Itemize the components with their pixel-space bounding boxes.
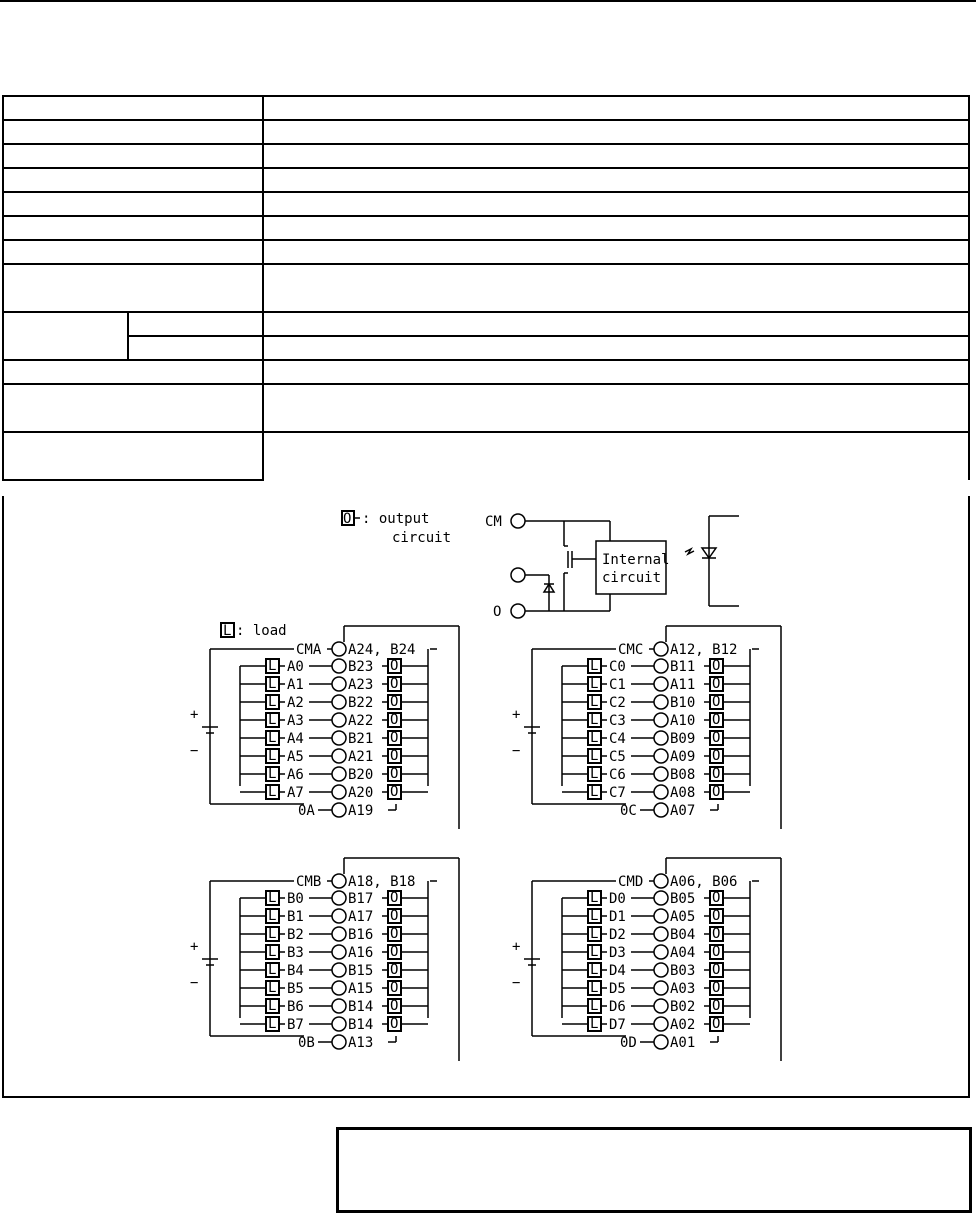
spec-row [3,360,969,384]
spec-label-cell [3,264,263,312]
cm-terminal-icon [511,514,525,528]
load-box-letter: L [268,998,277,1014]
load-box-letter: L [268,890,277,906]
output-box-letter: O [390,712,399,728]
plus-label: + [190,707,199,723]
signal-label: C4 [609,731,626,747]
spec-value-cell [263,384,969,432]
minus-label: − [512,743,521,759]
signal-label: B4 [287,963,304,979]
output-box-letter: O [712,676,721,692]
pin-terminal-icon [654,1035,668,1049]
pin-terminal-icon [654,981,668,995]
signal-label: C7 [609,785,626,801]
load-box-letter: L [590,694,599,710]
load-box-letter: L [590,712,599,728]
pin-terminal-icon [654,695,668,709]
pin-terminal-icon [332,713,346,727]
output-box-letter: O [390,766,399,782]
signal-label: D7 [609,1017,626,1033]
pin-terminal-icon [332,927,346,941]
pin-label: A02 [670,1017,696,1033]
signal-label: B6 [287,999,304,1015]
load-box-letter: L [590,926,599,942]
pin-label: A08 [670,785,696,801]
load-box-letter: L [268,926,277,942]
pin-terminal-icon [654,891,668,905]
signal-label: B1 [287,909,304,925]
zero-terminal-label: 0D [620,1035,637,1051]
pin-label: B09 [670,731,696,747]
pin-terminal-icon [332,874,346,888]
pin-label: A16 [348,945,374,961]
legend-load-text: : load [236,623,287,639]
pin-label: A21 [348,749,374,765]
pin-label: A23 [348,677,374,693]
pin-terminal-icon [654,909,668,923]
signal-label: D4 [609,963,626,979]
pin-label: B04 [670,927,696,943]
pin-terminal-icon [332,945,346,959]
pin-terminal-icon [654,659,668,673]
load-box-letter: L [268,784,277,800]
output-box-letter: O [712,890,721,906]
minus-label: − [190,743,199,759]
spec-row [3,120,969,144]
note-box [336,1127,972,1213]
spec-row [3,216,969,240]
load-box-letter: L [590,890,599,906]
pin-terminal-icon [654,642,668,656]
common-terminal-label: CMC [618,642,644,658]
pin-terminal-icon [332,677,346,691]
pin-label: B03 [670,963,696,979]
pin-terminal-icon [654,945,668,959]
pin-label: B16 [348,927,374,943]
spec-sublabel-cell [128,312,263,336]
output-box-letter: O [390,676,399,692]
pin-terminal-icon [332,981,346,995]
spec-label-cell [3,384,263,432]
spec-group-label-cell [3,312,128,360]
middle-terminal-icon [511,568,525,582]
load-box-letter: L [590,766,599,782]
terminal-group [190,858,459,1061]
spec-value-cell [263,312,969,336]
load-box-letter: L [268,694,277,710]
pin-label: A10 [670,713,696,729]
pin-label: B23 [348,659,374,675]
signal-label: C3 [609,713,626,729]
spec-sublabel-cell [128,336,263,360]
load-box-letter: L [268,980,277,996]
output-box-letter: O [390,694,399,710]
pin-label: A15 [348,981,374,997]
spec-value-cell [263,264,969,312]
pin-terminal-icon [654,999,668,1013]
load-box-letter: L [268,712,277,728]
output-box-letter: O [712,694,721,710]
signal-label: A2 [287,695,304,711]
pin-terminal-icon [654,749,668,763]
output-box-letter: O [712,712,721,728]
load-box-letter: L [590,998,599,1014]
output-box-letter: O [390,944,399,960]
load-box-letter: L [268,676,277,692]
pin-label: B17 [348,891,374,907]
pin-terminal-icon [332,999,346,1013]
pin-label: B10 [670,695,696,711]
spec-label-cell [3,144,263,168]
output-box-letter: O [712,784,721,800]
spec-row [3,336,969,360]
pin-terminal-icon [654,874,668,888]
internal-circuit-label-1: Internal [602,552,670,568]
pin-terminal-icon [332,909,346,923]
output-box-letter: O [712,658,721,674]
load-box-letter: L [590,748,599,764]
common-pins-label: A24, B24 [348,642,416,658]
zero-terminal-label: 0B [298,1035,315,1051]
plus-label: + [190,939,199,955]
common-pins-label: A12, B12 [670,642,738,658]
common-terminal-label: CMA [296,642,322,658]
signal-label: B3 [287,945,304,961]
pin-terminal-icon [332,1017,346,1031]
common-pins-label: A06, B06 [670,874,738,890]
output-circuit-symbol-letter: O [343,511,352,527]
load-box-letter: L [590,908,599,924]
signal-label: A1 [287,677,304,693]
pin-label: A09 [670,749,696,765]
pin-label: B05 [670,891,696,907]
spec-label-cell [3,96,263,120]
pin-terminal-icon [654,963,668,977]
legend-output-text-2: circuit [392,530,452,546]
common-terminal-label: CMD [618,874,644,890]
pin-terminal-icon [332,963,346,977]
pin-label: A22 [348,713,374,729]
signal-label: A3 [287,713,304,729]
pin-label: B21 [348,731,374,747]
pin-terminal-icon [654,731,668,745]
pin-terminal-icon [654,1017,668,1031]
load-box-letter: L [590,784,599,800]
output-box-letter: O [390,998,399,1014]
pin-terminal-icon [654,677,668,691]
pin-label: A04 [670,945,696,961]
spec-label-cell [3,360,263,384]
signal-label: C1 [609,677,626,693]
terminal-group [512,626,781,829]
pin-label: B14 [348,999,374,1015]
signal-label: C2 [609,695,626,711]
signal-label: D2 [609,927,626,943]
output-box-letter: O [390,658,399,674]
light-arrow-icon [685,549,694,554]
pin-terminal-icon [654,713,668,727]
load-box-letter: L [590,980,599,996]
minus-label: − [512,975,521,991]
load-box-letter: L [268,962,277,978]
output-box-letter: O [390,890,399,906]
o-terminal-label: O [493,604,502,620]
output-box-letter: O [390,730,399,746]
output-box-letter: O [390,926,399,942]
signal-label: D1 [609,909,626,925]
spec-row [3,168,969,192]
pin-label: B02 [670,999,696,1015]
pin-terminal-icon [654,927,668,941]
internal-circuit-label-2: circuit [602,570,662,586]
load-box-letter: L [268,908,277,924]
zero-terminal-label: 0C [620,803,637,819]
o-terminal-icon [511,604,525,618]
plus-label: + [512,707,521,723]
spec-value-cell [263,192,969,216]
signal-label: B0 [287,891,304,907]
signal-label: C5 [609,749,626,765]
pin-terminal-icon [332,695,346,709]
spec-value-cell [263,96,969,120]
signal-label: A4 [287,731,304,747]
terminal-group [190,626,459,829]
load-box-letter: L [590,944,599,960]
pin-label: A11 [670,677,696,693]
signal-label: D5 [609,981,626,997]
load-box-letter: L [590,962,599,978]
pin-label: B14 [348,1017,374,1033]
pin-label: B22 [348,695,374,711]
page-top-rule [0,0,976,2]
plus-label: + [512,939,521,955]
spec-label-cell [3,192,263,216]
output-box-letter: O [390,1016,399,1032]
load-box-letter: L [268,766,277,782]
output-box-letter: O [712,944,721,960]
output-box-letter: O [390,784,399,800]
zero-pin-label: A19 [348,803,374,819]
spec-value-cell [263,432,969,480]
spec-row [3,96,969,120]
output-box-letter: O [712,926,721,942]
spec-table [2,95,970,481]
signal-label: D3 [609,945,626,961]
spec-row [3,144,969,168]
output-box-letter: O [712,980,721,996]
signal-label: C0 [609,659,626,675]
pin-terminal-icon [332,642,346,656]
output-box-letter: O [712,908,721,924]
pin-terminal-icon [654,803,668,817]
load-box-letter: L [268,1016,277,1032]
signal-label: B2 [287,927,304,943]
signal-label: B5 [287,981,304,997]
pin-label: A03 [670,981,696,997]
pin-terminal-icon [332,767,346,781]
load-symbol-letter: L [223,623,232,639]
spec-value-cell [263,168,969,192]
zero-pin-label: A13 [348,1035,374,1051]
spec-value-cell [263,336,969,360]
connection-diagram [2,496,970,1098]
output-box-letter: O [390,908,399,924]
pin-terminal-icon [332,785,346,799]
pin-label: B20 [348,767,374,783]
zero-pin-label: A01 [670,1035,696,1051]
spec-value-cell [263,120,969,144]
output-box-letter: O [712,962,721,978]
zero-terminal-label: 0A [298,803,315,819]
pin-terminal-icon [654,767,668,781]
spec-row [3,192,969,216]
common-terminal-label: CMB [296,874,322,890]
spec-label-cell [3,120,263,144]
output-box-letter: O [712,998,721,1014]
legend-output-circuit [342,511,451,546]
output-box-letter: O [712,766,721,782]
output-box-letter: O [712,1016,721,1032]
signal-label: A5 [287,749,304,765]
signal-label: A7 [287,785,304,801]
spec-label-cell [3,432,263,480]
signal-label: D6 [609,999,626,1015]
pin-label: A05 [670,909,696,925]
output-box-letter: O [390,980,399,996]
legend-output-text-1: : output [362,511,430,527]
pin-label: B11 [670,659,696,675]
spec-row [3,240,969,264]
output-box-letter: O [712,748,721,764]
output-box-letter: O [390,962,399,978]
pin-label: B08 [670,767,696,783]
spec-value-cell [263,144,969,168]
terminal-groups [190,626,781,1061]
load-box-letter: L [590,730,599,746]
internal-circuit-schematic [485,514,739,620]
pin-terminal-icon [332,659,346,673]
spec-row [3,312,969,336]
load-box-letter: L [590,676,599,692]
signal-label: C6 [609,767,626,783]
pin-terminal-icon [654,785,668,799]
pin-terminal-icon [332,803,346,817]
spec-value-cell [263,240,969,264]
load-box-letter: L [268,658,277,674]
connection-diagram-svg [4,496,968,1096]
common-pins-label: A18, B18 [348,874,416,890]
cm-terminal-label: CM [485,514,502,530]
load-box-letter: L [268,748,277,764]
load-box-letter: L [590,1016,599,1032]
output-box-letter: O [712,730,721,746]
spec-label-cell [3,216,263,240]
pin-label: A17 [348,909,374,925]
signal-label: B7 [287,1017,304,1033]
pin-label: B15 [348,963,374,979]
pin-terminal-icon [332,731,346,745]
spec-label-cell [3,240,263,264]
spec-row [3,264,969,312]
spec-value-cell [263,360,969,384]
signal-label: A6 [287,767,304,783]
pin-terminal-icon [332,891,346,905]
spec-row [3,384,969,432]
spec-row [3,432,969,480]
output-box-letter: O [390,748,399,764]
pin-terminal-icon [332,1035,346,1049]
signal-label: D0 [609,891,626,907]
signal-label: A0 [287,659,304,675]
spec-value-cell [263,216,969,240]
terminal-group [512,858,781,1061]
pin-label: A20 [348,785,374,801]
load-box-letter: L [268,944,277,960]
load-box-letter: L [268,730,277,746]
minus-label: − [190,975,199,991]
zero-pin-label: A07 [670,803,696,819]
legend-load [221,623,287,639]
pin-terminal-icon [332,749,346,763]
load-box-letter: L [590,658,599,674]
spec-label-cell [3,168,263,192]
